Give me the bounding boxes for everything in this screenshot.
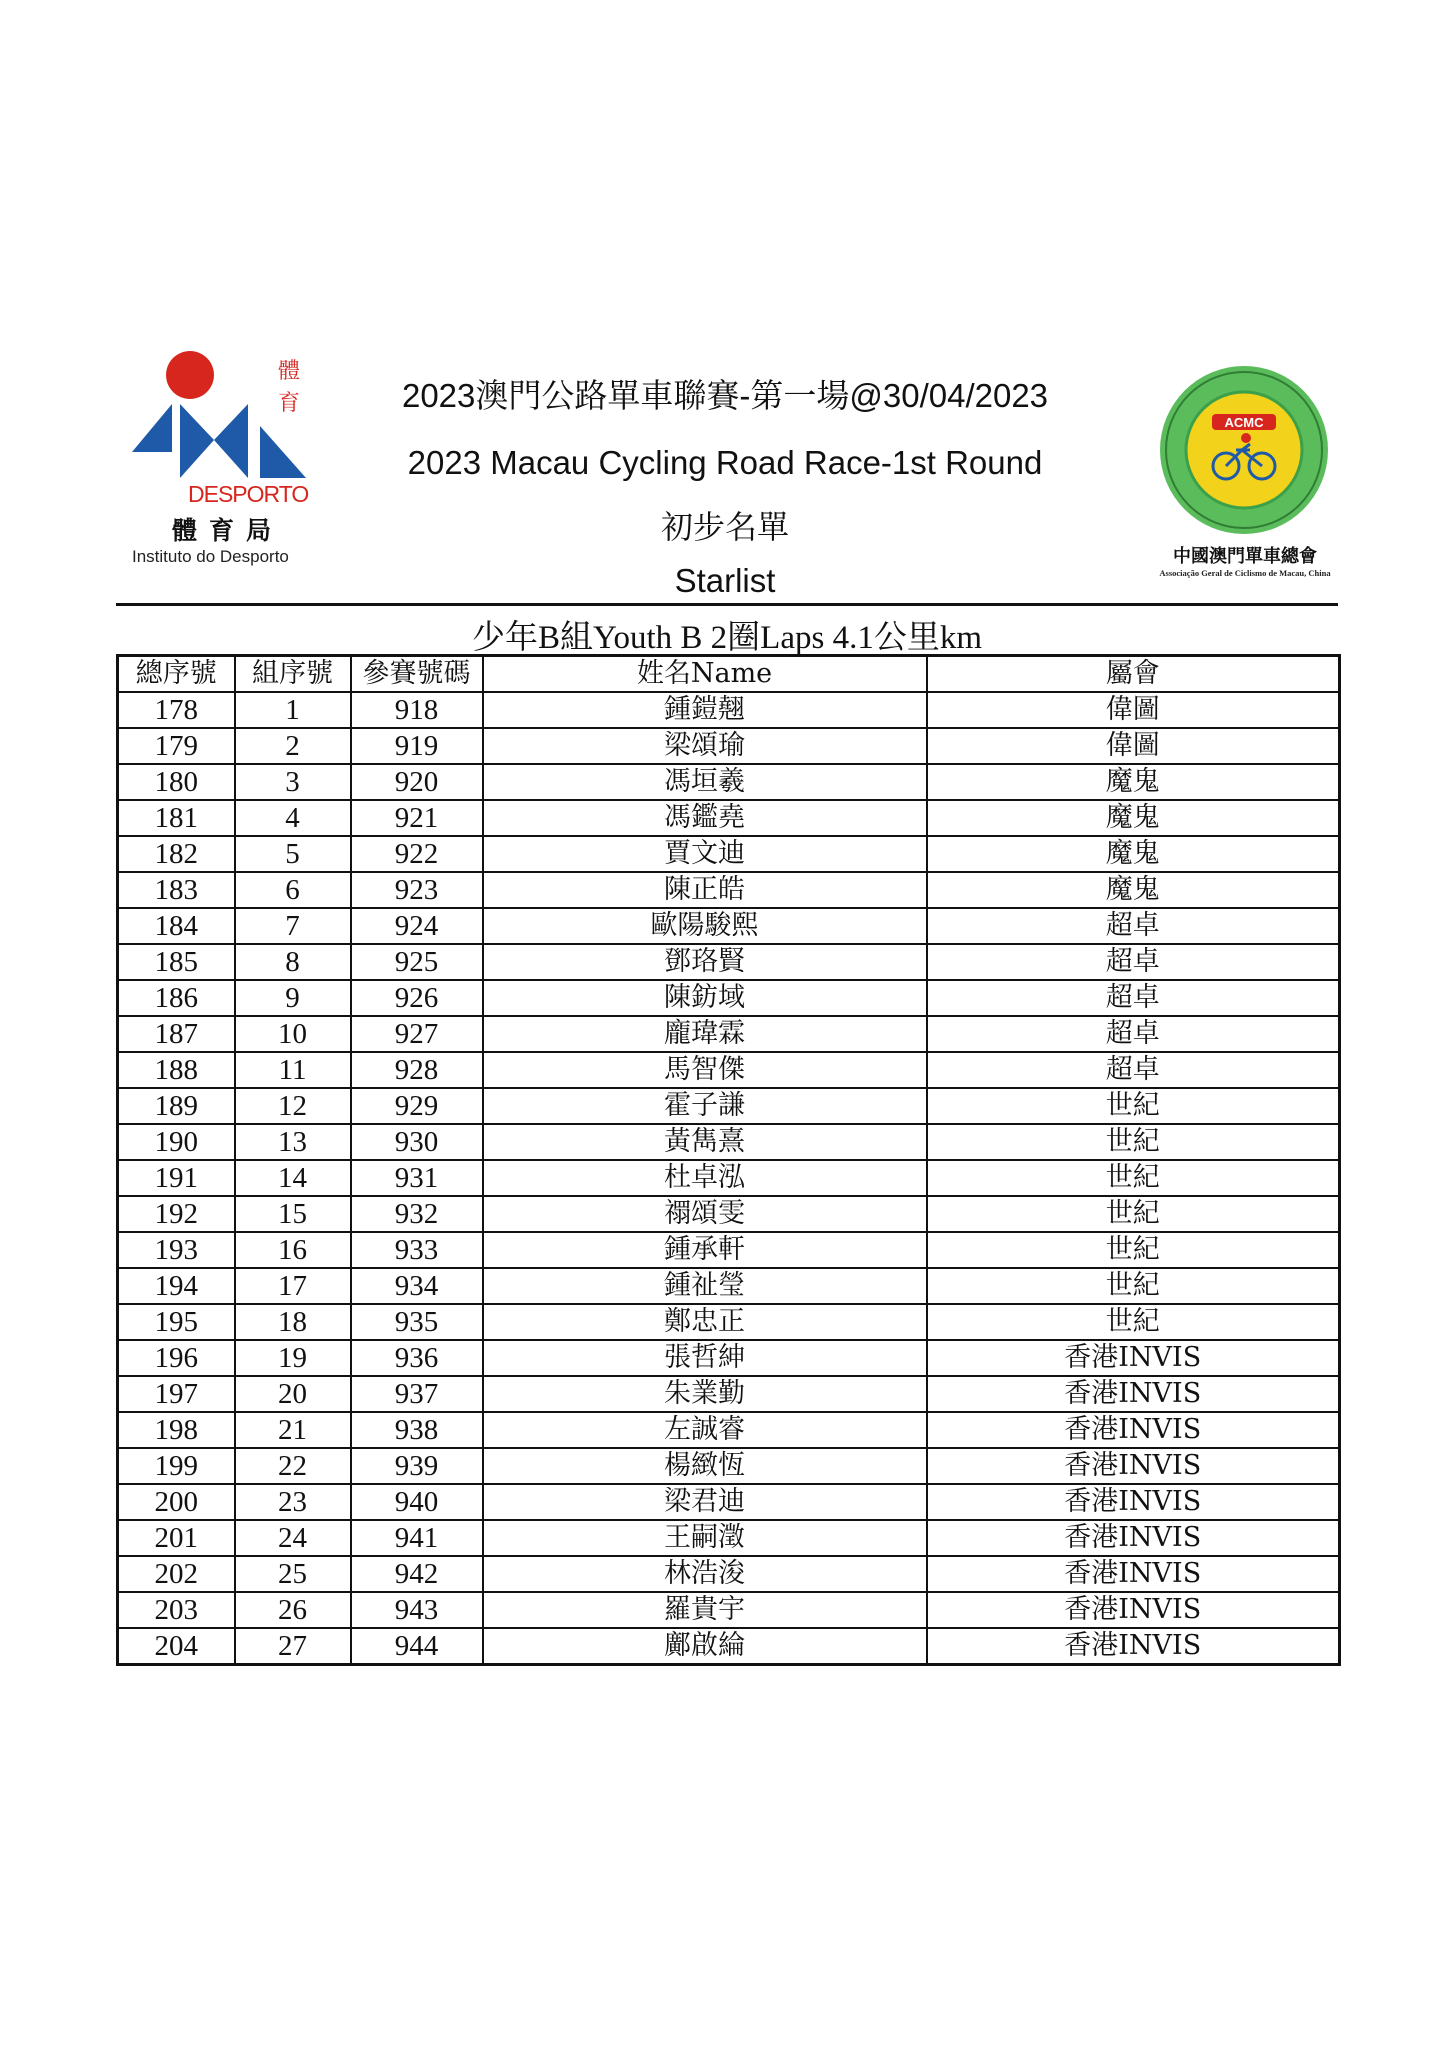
table-row: [118, 1628, 1340, 1665]
cell-bib: 918: [351, 692, 483, 728]
cell-bib: 922: [351, 836, 483, 872]
cell-bib: 923: [351, 872, 483, 908]
header-divider: [116, 603, 1338, 606]
cell-club: 香港INVIS: [927, 1340, 1340, 1376]
table-row: [118, 1448, 1340, 1484]
cell-overall: 198: [118, 1412, 235, 1448]
cell-bib: 942: [351, 1556, 483, 1592]
table-row: [118, 1088, 1340, 1124]
cell-overall: 200: [118, 1484, 235, 1520]
cell-group: 10: [235, 1016, 351, 1052]
cell-club: 魔鬼: [927, 836, 1340, 872]
cell-overall: 183: [118, 872, 235, 908]
cell-name: 陳鈁域: [483, 980, 927, 1016]
cell-name: 霍子謙: [483, 1088, 927, 1124]
cell-overall: 194: [118, 1268, 235, 1304]
table-row: [118, 1232, 1340, 1268]
table-row: [118, 1124, 1340, 1160]
col-header-bib: 參賽號碼: [351, 656, 483, 693]
cell-club: 超卓: [927, 908, 1340, 944]
cell-overall: 188: [118, 1052, 235, 1088]
cell-name: 鍾祉瑩: [483, 1268, 927, 1304]
cell-group: 14: [235, 1160, 351, 1196]
cell-bib: 928: [351, 1052, 483, 1088]
cell-overall: 184: [118, 908, 235, 944]
cell-club: 超卓: [927, 944, 1340, 980]
cell-bib: 919: [351, 728, 483, 764]
cell-name: 黃雋熹: [483, 1124, 927, 1160]
cell-bib: 932: [351, 1196, 483, 1232]
cell-group: 2: [235, 728, 351, 764]
cell-overall: 181: [118, 800, 235, 836]
cell-bib: 937: [351, 1376, 483, 1412]
cell-group: 5: [235, 836, 351, 872]
starlist-table: [116, 654, 1341, 1666]
desporto-pt-name: Instituto do Desporto: [132, 547, 289, 566]
cell-club: 世紀: [927, 1304, 1340, 1340]
cell-name: 馬智傑: [483, 1052, 927, 1088]
cell-name: 龐瑋霖: [483, 1016, 927, 1052]
col-header-name: 姓名Name: [483, 656, 927, 693]
cell-club: 魔鬼: [927, 764, 1340, 800]
table-row: [118, 1052, 1340, 1088]
event-title-en: 2023 Macau Cycling Road Race-1st Round: [407, 444, 1043, 481]
cell-group: 13: [235, 1124, 351, 1160]
cell-overall: 201: [118, 1520, 235, 1556]
logo-side-char-1: 體: [278, 359, 301, 384]
table-row: [118, 908, 1340, 944]
col-header-club: 屬會: [927, 656, 1340, 693]
cell-bib: 931: [351, 1160, 483, 1196]
cell-club: 香港INVIS: [927, 1520, 1340, 1556]
cell-club: 魔鬼: [927, 800, 1340, 836]
table-row: [118, 1016, 1340, 1052]
cell-name: 馮鑑堯: [483, 800, 927, 836]
cell-name: 梁君迪: [483, 1484, 927, 1520]
cell-club: 偉圖: [927, 692, 1340, 728]
cell-name: 賈文迪: [483, 836, 927, 872]
cell-club: 魔鬼: [927, 872, 1340, 908]
list-title-en: Starlist: [674, 562, 776, 599]
table-row: [118, 800, 1340, 836]
cell-club: 超卓: [927, 1052, 1340, 1088]
cell-group: 23: [235, 1484, 351, 1520]
cell-club: 偉圖: [927, 728, 1340, 764]
cell-name: 王嗣澂: [483, 1520, 927, 1556]
cell-group: 9: [235, 980, 351, 1016]
cell-name: 歐陽駿熙: [483, 908, 927, 944]
cell-bib: 926: [351, 980, 483, 1016]
cell-club: 香港INVIS: [927, 1448, 1340, 1484]
table-row: [118, 1412, 1340, 1448]
cell-overall: 189: [118, 1088, 235, 1124]
cell-name: 張哲紳: [483, 1340, 927, 1376]
desporto-logo: [128, 348, 328, 570]
cell-name: 楊緻恆: [483, 1448, 927, 1484]
event-title-zh: 2023澳門公路單車聯賽-第一場@30/04/2023: [401, 377, 1049, 414]
cell-overall: 192: [118, 1196, 235, 1232]
table-row: [118, 1304, 1340, 1340]
cell-group: 18: [235, 1304, 351, 1340]
cell-bib: 940: [351, 1484, 483, 1520]
table-row: [118, 872, 1340, 908]
cell-overall: 197: [118, 1376, 235, 1412]
cell-bib: 934: [351, 1268, 483, 1304]
cell-group: 21: [235, 1412, 351, 1448]
cell-group: 4: [235, 800, 351, 836]
table-row: [118, 728, 1340, 764]
cell-overall: 204: [118, 1628, 235, 1665]
cell-club: 世紀: [927, 1268, 1340, 1304]
logo-side-char-2: 育: [278, 391, 301, 416]
acmc-pt-name: Associação Geral de Ciclismo de Macau, China: [1159, 568, 1331, 578]
cell-bib: 933: [351, 1232, 483, 1268]
cell-group: 1: [235, 692, 351, 728]
cell-bib: 920: [351, 764, 483, 800]
cell-bib: 938: [351, 1412, 483, 1448]
category-heading: 少年B組Youth B 2圈Laps 4.1公里km: [471, 620, 983, 656]
cell-club: 香港INVIS: [927, 1628, 1340, 1665]
cell-name: 鄭忠正: [483, 1304, 927, 1340]
cell-club: 超卓: [927, 980, 1340, 1016]
cell-overall: 203: [118, 1592, 235, 1628]
cell-overall: 179: [118, 728, 235, 764]
cell-bib: 944: [351, 1628, 483, 1665]
cell-group: 22: [235, 1448, 351, 1484]
table-row: [118, 1196, 1340, 1232]
cell-group: 8: [235, 944, 351, 980]
cell-group: 11: [235, 1052, 351, 1088]
table-row: [118, 1556, 1340, 1592]
cell-bib: 943: [351, 1592, 483, 1628]
cell-club: 香港INVIS: [927, 1556, 1340, 1592]
cell-group: 20: [235, 1376, 351, 1412]
table-row: [118, 1340, 1340, 1376]
col-header-group: 組序號: [235, 656, 351, 693]
acmc-emblem-icon: [1150, 364, 1340, 539]
cell-overall: 186: [118, 980, 235, 1016]
desporto-zh-name: 體育局: [172, 516, 284, 545]
table-row: [118, 764, 1340, 800]
acmc-zh-name: 中國澳門單車總會: [1173, 546, 1317, 567]
cell-name: 林浩浚: [483, 1556, 927, 1592]
list-title-zh: 初步名單: [660, 508, 789, 546]
cell-name: 鄺啟綸: [483, 1628, 927, 1665]
cell-group: 12: [235, 1088, 351, 1124]
cell-club: 世紀: [927, 1124, 1340, 1160]
cell-name: 鍾承軒: [483, 1232, 927, 1268]
table-header-row: [118, 656, 1340, 693]
cell-group: 16: [235, 1232, 351, 1268]
cell-overall: 193: [118, 1232, 235, 1268]
cell-name: 鍾鎧翹: [483, 692, 927, 728]
cell-group: 15: [235, 1196, 351, 1232]
cell-club: 世紀: [927, 1196, 1340, 1232]
table-row: [118, 1160, 1340, 1196]
cell-overall: 199: [118, 1448, 235, 1484]
cell-bib: 921: [351, 800, 483, 836]
cell-club: 世紀: [927, 1088, 1340, 1124]
cell-overall: 180: [118, 764, 235, 800]
cell-bib: 936: [351, 1340, 483, 1376]
cell-name: 禤頌雯: [483, 1196, 927, 1232]
table-row: [118, 692, 1340, 728]
cell-bib: 941: [351, 1520, 483, 1556]
table-body: [118, 692, 1340, 1665]
cell-name: 陳正皓: [483, 872, 927, 908]
cell-name: 杜卓泓: [483, 1160, 927, 1196]
cell-overall: 190: [118, 1124, 235, 1160]
cell-group: 19: [235, 1340, 351, 1376]
cell-group: 6: [235, 872, 351, 908]
cell-group: 26: [235, 1592, 351, 1628]
table-row: [118, 1592, 1340, 1628]
cell-group: 25: [235, 1556, 351, 1592]
cell-club: 香港INVIS: [927, 1412, 1340, 1448]
col-header-overall: 總序號: [118, 656, 235, 693]
table-row: [118, 980, 1340, 1016]
cell-group: 27: [235, 1628, 351, 1665]
desporto-wordmark: DESPORTO: [188, 481, 309, 507]
cell-bib: 939: [351, 1448, 483, 1484]
cell-overall: 187: [118, 1016, 235, 1052]
cell-club: 香港INVIS: [927, 1376, 1340, 1412]
cell-club: 香港INVIS: [927, 1484, 1340, 1520]
cell-name: 左誠睿: [483, 1412, 927, 1448]
cell-club: 香港INVIS: [927, 1592, 1340, 1628]
cell-name: 馮垣羲: [483, 764, 927, 800]
cell-bib: 924: [351, 908, 483, 944]
cell-group: 3: [235, 764, 351, 800]
cell-bib: 925: [351, 944, 483, 980]
cell-club: 超卓: [927, 1016, 1340, 1052]
cell-bib: 935: [351, 1304, 483, 1340]
cell-overall: 196: [118, 1340, 235, 1376]
cell-overall: 178: [118, 692, 235, 728]
table-row: [118, 1520, 1340, 1556]
table-row: [118, 836, 1340, 872]
cell-club: 世紀: [927, 1160, 1340, 1196]
cell-bib: 929: [351, 1088, 483, 1124]
cell-group: 7: [235, 908, 351, 944]
cell-name: 鄧珞賢: [483, 944, 927, 980]
table-row: [118, 1376, 1340, 1412]
desporto-emblem-icon: [128, 348, 328, 488]
table-row: [118, 944, 1340, 980]
cell-group: 17: [235, 1268, 351, 1304]
cell-bib: 927: [351, 1016, 483, 1052]
cell-overall: 202: [118, 1556, 235, 1592]
cell-club: 世紀: [927, 1232, 1340, 1268]
cell-overall: 185: [118, 944, 235, 980]
table-row: [118, 1268, 1340, 1304]
table-row: [118, 1484, 1340, 1520]
cell-overall: 195: [118, 1304, 235, 1340]
cell-name: 梁頌瑜: [483, 728, 927, 764]
cell-name: 羅貴宇: [483, 1592, 927, 1628]
acmc-badge-text: ACMC: [1224, 415, 1264, 430]
cell-bib: 930: [351, 1124, 483, 1160]
cell-name: 朱業勤: [483, 1376, 927, 1412]
cell-overall: 191: [118, 1160, 235, 1196]
cell-overall: 182: [118, 836, 235, 872]
cell-group: 24: [235, 1520, 351, 1556]
acmc-logo: [1150, 364, 1340, 584]
